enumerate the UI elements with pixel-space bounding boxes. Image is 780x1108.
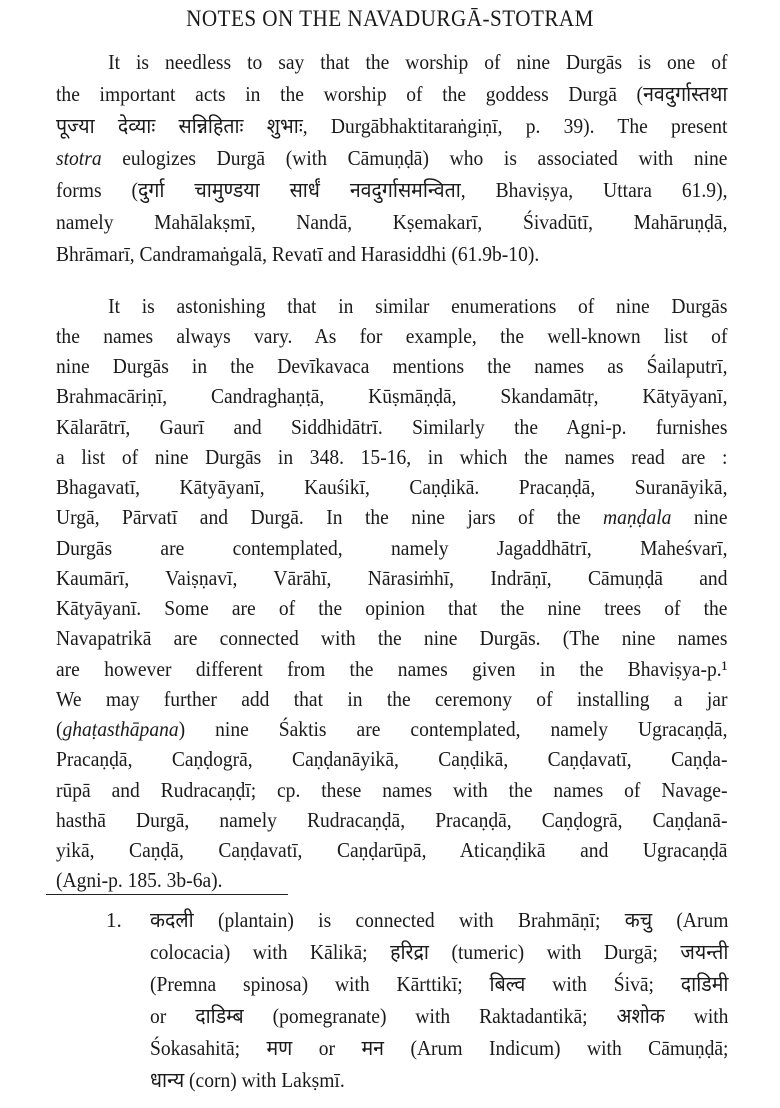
footnote-line: or दाडिम्ब (pomegranate) with Raktadantikā; अशोक with (150, 1004, 729, 1028)
footnote-line: कदली (plantain) is connected with Brahmāṇī; कचु (Arum (150, 908, 729, 932)
footnote-number: 1. (106, 908, 122, 932)
footnote-line: Śokasahitā; मण or मन (Arum Indicum) with Cāmuṇḍā; (150, 1036, 729, 1060)
footnote-line: (Premna spinosa) with Kārttikī; बिल्व with Śivā; दाडिमी (150, 972, 729, 996)
text-line: Brahmacāriṇī, Candraghaṇṭā, Kūṣmāṇḍā, Skandamātṛ, Kātyāyanī, (56, 384, 728, 408)
text-line: Navapatrikā are connected with the nine Durgās. (The nine names (56, 626, 728, 650)
footnote-line: धान्य (corn) with Lakṣmī. (150, 1068, 345, 1092)
text-line (56, 501, 727, 533)
text-fragment: nine (693, 505, 728, 529)
text-line: the important acts in the worship of the goddess Durgā (नवदुर्गास्तथा (56, 82, 728, 106)
text-line: Pracaṇḍā, Caṇḍogrā, Caṇḍanāyikā, Caṇḍikā, Caṇḍavatī, Caṇḍa- (56, 747, 728, 771)
text-line: It is needless to say that the worship of nine Durgās is one of (108, 50, 728, 74)
text-line: (Agni-p. 185. 3b-6a). (56, 868, 223, 892)
italic-term: maṇḍala (603, 505, 672, 529)
text-line: namely Mahālakṣmī, Nandā, Kṣemakarī, Śivadūtī, Mahāruṇḍā, (56, 210, 728, 234)
text-line: Kālarātrī, Gaurī and Siddhidātrī. Similarly the Agni-p. furnishes (56, 415, 728, 439)
text-line: the names always vary. As for example, the well-known list of (56, 324, 728, 348)
text-line (56, 142, 727, 174)
text-line: पूज्या देव्याः सन्निहिताः शुभाः, Durgābhaktitaraṅgiṇī, p. 39). The present (56, 114, 728, 138)
italic-term: ghaṭasthāpana (62, 717, 179, 741)
text-fragment: ) nine Śaktis are contemplated, namely Ugracaṇḍā, (178, 717, 728, 741)
text-line: are however different from the names given in the Bhaviṣya-p.¹ (56, 657, 728, 681)
text-line: It is astonishing that in similar enumerations of nine Durgās (108, 294, 728, 318)
italic-term: stotra (56, 146, 102, 170)
text-fragment: ( (56, 717, 63, 741)
text-fragment: Urgā, Pārvatī and Durgā. In the nine jars of the (56, 505, 581, 529)
text-line: yikā, Caṇḍā, Caṇḍavatī, Caṇḍarūpā, Aticaṇḍikā and Ugracaṇḍā (56, 838, 728, 862)
text-line: Durgās are contemplated, namely Jagaddhātrī, Maheśvarī, (56, 536, 728, 560)
text-line: rūpā and Rudracaṇḍī; cp. these names with the names of Navage- (56, 778, 728, 802)
text-line: forms (दुर्गा चामुण्डया सार्धं नवदुर्गासमन्विता, Bhaviṣya, Uttara 61.9), (56, 178, 728, 202)
text-line: We may further add that in the ceremony of installing a jar (56, 687, 728, 711)
text-line: hasthā Durgā, namely Rudracaṇḍā, Pracaṇḍā, Caṇḍogrā, Caṇḍanā- (56, 808, 728, 832)
text-line: Bhagavatī, Kātyāyanī, Kauśikī, Caṇḍikā. Pracaṇḍā, Suranāyikā, (56, 475, 728, 499)
page-title: NOTES ON THE NAVADURGĀ-STOTRAM (186, 6, 594, 31)
text-line: a list of nine Durgās in 348. 15-16, in which the names read are : (56, 445, 728, 469)
text-line: Kātyāyanī. Some are of the opinion that the nine trees of the (56, 596, 728, 620)
text-line: Bhrāmarī, Candramaṅgalā, Revatī and Harasiddhi (61.9b-10). (56, 242, 540, 266)
text-line: nine Durgās in the Devīkavaca mentions the names as Śailaputrī, (56, 354, 728, 378)
footnote-divider (46, 894, 288, 895)
text-line: Kaumārī, Vaiṣṇavī, Vārāhī, Nārasiṁhī, Indrāṇī, Cāmuṇḍā and (56, 566, 728, 590)
text-fragment: eulogizes Durgā (with Cāmuṇḍā) who is associated with nine (122, 146, 728, 170)
text-line (56, 713, 727, 745)
footnote-line: colocacia) with Kālikā; हरिद्रा (tumeric) with Durgā; जयन्ती (150, 940, 729, 964)
